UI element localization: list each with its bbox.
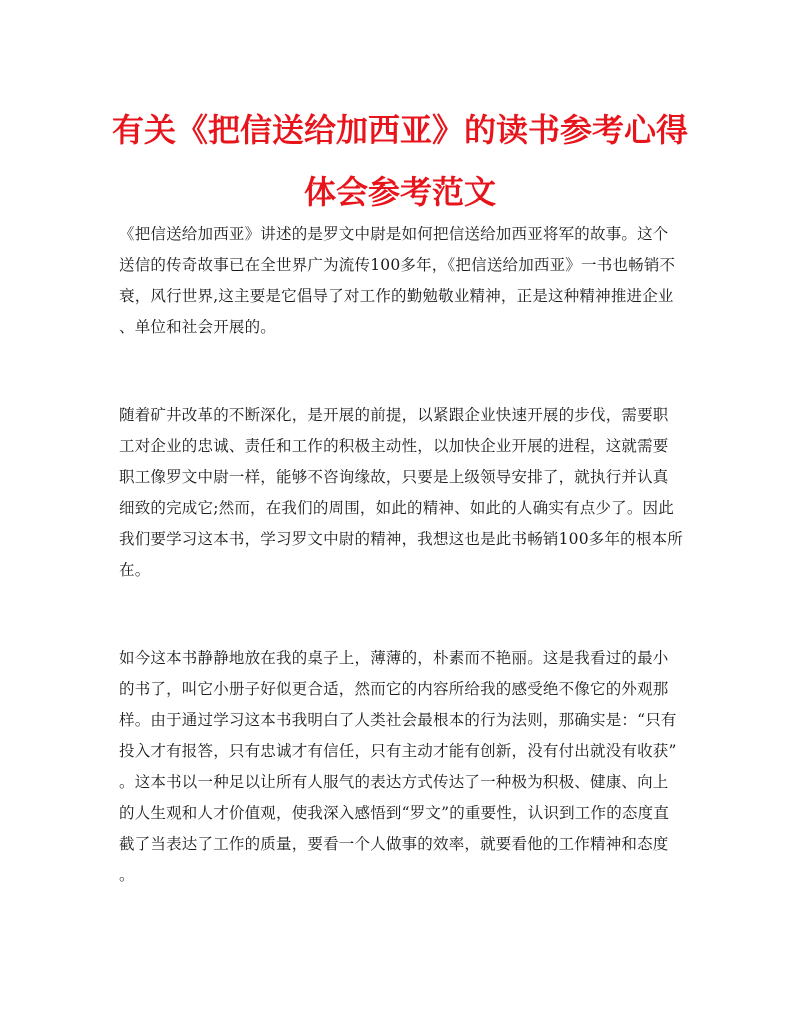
paragraph-line: 我们要学习这本书，学习罗文中尉的精神，我想这也是此书畅销100多年的根本所: [119, 530, 683, 548]
paragraph-line: 的书了，叫它小册子好似更合适，然而它的内容所给我的感受绝不像它的外观那: [119, 680, 669, 698]
paragraph-1: [119, 219, 685, 343]
paragraph-3: [119, 643, 685, 891]
paragraph-line: 随着矿井改革的不断深化，是开展的前提，以紧跟企业快速开展的步伐，需要职: [119, 406, 669, 424]
paragraph-line: 细致的完成它;然而，在我们的周围，如此的精神、如此的人确实有点少了。因此: [119, 499, 674, 517]
paragraph-line: 《把信送给加西亚》讲述的是罗文中尉是如何把信送给加西亚将军的故事。这个: [119, 225, 669, 243]
paragraph-line: 工对企业的忠诚、责任和工作的积极主动性，以加快企业开展的进程，这就需要: [119, 437, 669, 455]
paragraph-line: 。: [119, 866, 135, 884]
paragraph-line: 。这本书以一种足以让所有人服气的表达方式传达了一种极为积极、健康、向上: [119, 773, 669, 791]
paragraph-line: 截了当表达了工作的质量，要看一个人做事的效率，就要看他的工作精神和态度: [119, 835, 669, 853]
paragraph-line: 在。: [119, 561, 151, 579]
paragraph-line: 投入才有报答，只有忠诚才有信任，只有主动才能有创新，没有付出就没有收获”: [119, 742, 677, 760]
paragraph-line: 职工像罗文中尉一样，能够不咨询缘故，只要是上级领导安排了，就执行并认真: [119, 468, 669, 486]
paragraph-line: 样。由于通过学习这本书我明白了人类社会最根本的行为法则，那确实是：“只有: [119, 711, 677, 729]
paragraph-line: 、单位和社会开展的。: [119, 318, 277, 336]
paragraph-line: 送信的传奇故事已在全世界广为流传100多年，《把信送给加西亚》一书也畅销不: [119, 256, 676, 274]
paragraph-2: [119, 400, 685, 586]
document-title-line-2: 体会参考范文: [303, 173, 496, 211]
document-title-line-1: 有关《把信送给加西亚》的读书参考心得: [111, 111, 688, 149]
paragraph-line: 衰，风行世界,这主要是它倡导了对工作的勤勉敬业精神，正是这种精神推进企业: [119, 287, 674, 305]
paragraph-line: 如今这本书静静地放在我的桌子上，薄薄的，朴素而不艳丽。这是我看过的最小: [119, 649, 669, 667]
paragraph-line: 的人生观和人才价值观，使我深入感悟到“罗文”的重要性，认识到工作的态度直: [119, 804, 670, 822]
